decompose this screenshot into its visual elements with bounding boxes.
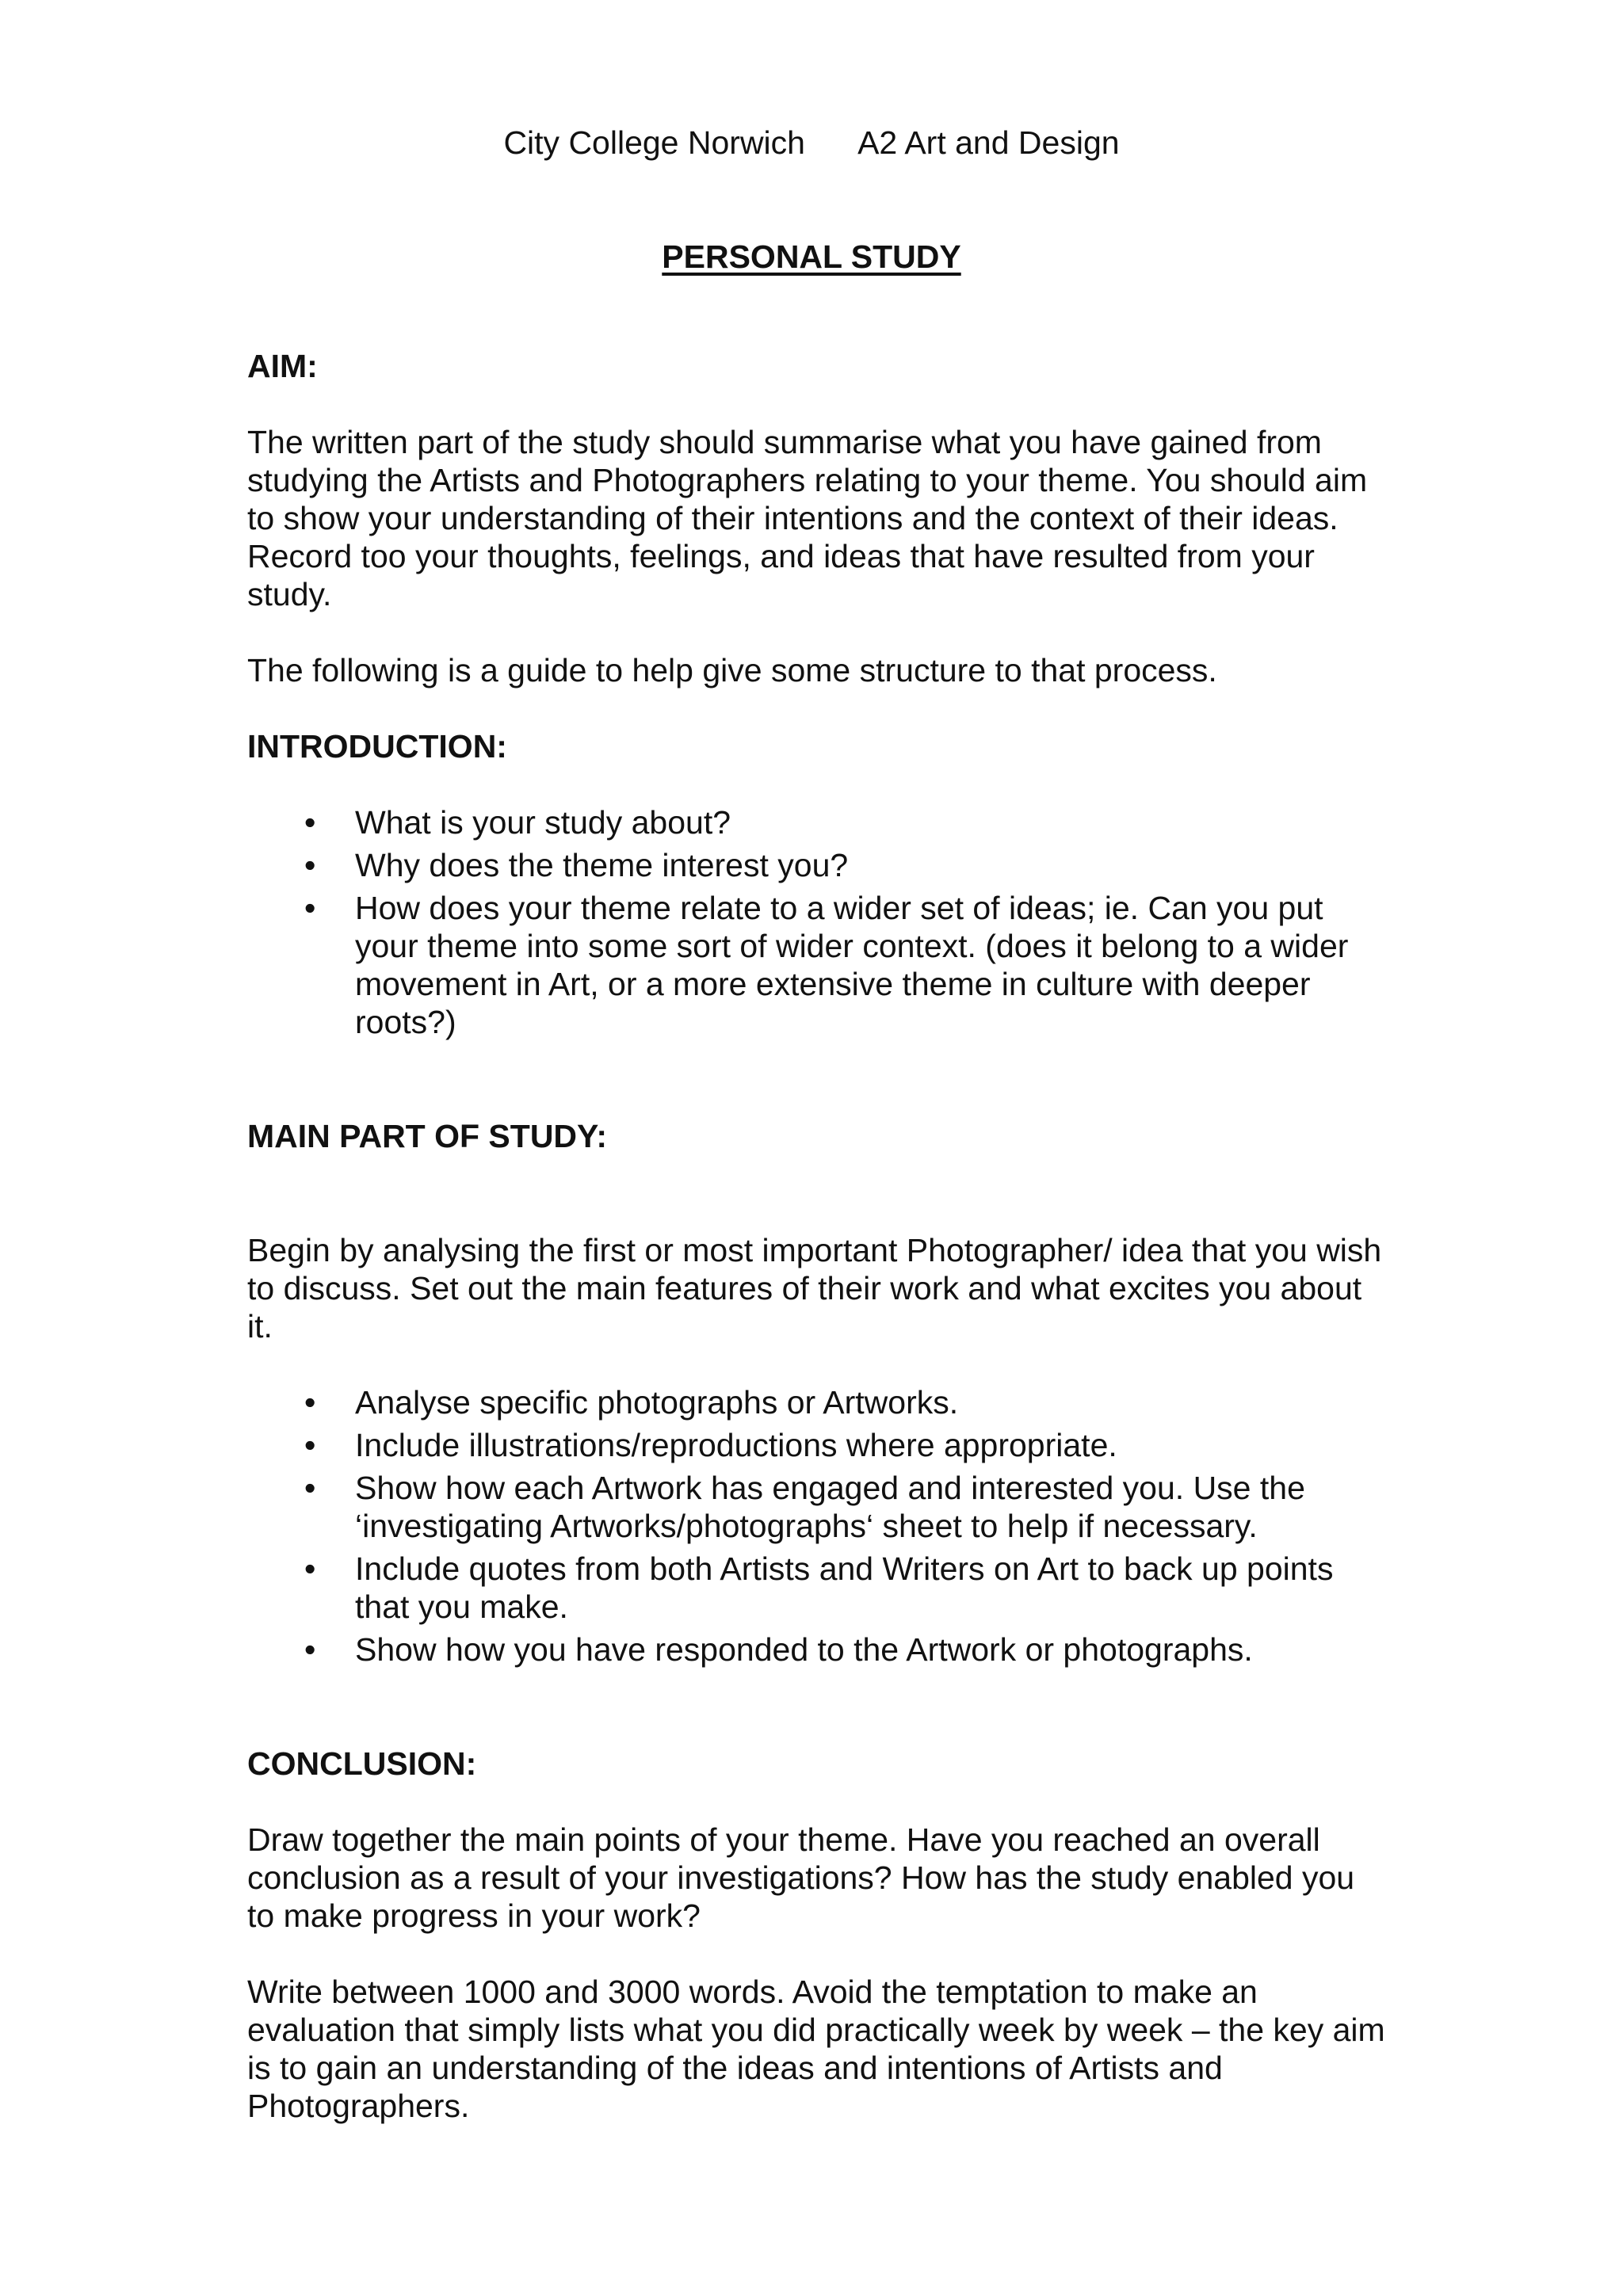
list-item: • How does your theme relate to a wider set of ideas; ie. Can you put your theme into some sort of wider context. (does it belong to a wider movement in Art, or a more extensive theme in culture with deeper roots?) [247, 889, 1388, 1041]
list-item: • Include illustrations/reproductions where appropriate. [247, 1426, 1388, 1464]
institution-name: City College Norwich [503, 124, 805, 161]
list-item: • Analyse specific photographs or Artworks. [247, 1383, 1388, 1421]
introduction-heading: INTRODUCTION: [247, 728, 507, 765]
document-header [0, 120, 1623, 165]
conclusion-paragraph: Draw together the main points of your theme. Have you reached an overall conclusion as a result of your investigations? How has the study enabled you to make progress in your work? [247, 1821, 1355, 1934]
introduction-list [247, 803, 1388, 1041]
word-count-paragraph: Write between 1000 and 3000 words. Avoid the temptation to make an evaluation that simply lists what you did practically week by week – the key aim is to gain an understanding of the ideas and intentions of Artists and Photographers. [247, 1974, 1385, 2124]
main-list [247, 1383, 1388, 1669]
aim-paragraph: The written part of the study should summarise what you have gained from studying the Artists and Photographers relating to your theme. You should aim to show your understanding of their intentions and the context of their ideas. Record too your thoughts, feelings, and ideas that have resulted from your study. [247, 424, 1368, 612]
conclusion-heading: CONCLUSION: [247, 1745, 477, 1782]
list-item: • What is your study about? [247, 803, 1388, 841]
list-item: • Show how each Artwork has engaged and interested you. Use the ‘investigating Artworks/photographs‘ sheet to help if necessary. [247, 1469, 1388, 1545]
course-name: A2 Art and Design [857, 124, 1120, 161]
main-heading: MAIN PART OF STUDY: [247, 1118, 608, 1154]
document-body [247, 347, 1388, 2125]
list-item: • Why does the theme interest you? [247, 846, 1388, 884]
document-title [0, 235, 1623, 279]
list-item: • Include quotes from both Artists and Writers on Art to back up points that you make. [247, 1550, 1388, 1626]
guide-paragraph: The following is a guide to help give some structure to that process. [247, 652, 1217, 688]
main-paragraph: Begin by analysing the first or most important Photographer/ idea that you wish to discuss. Set out the main features of their work and what excites you about it. [247, 1232, 1382, 1344]
list-item: • Show how you have responded to the Artwork or photographs. [247, 1630, 1388, 1669]
aim-heading: AIM: [247, 348, 318, 384]
title-text: PERSONAL STUDY [662, 238, 961, 275]
